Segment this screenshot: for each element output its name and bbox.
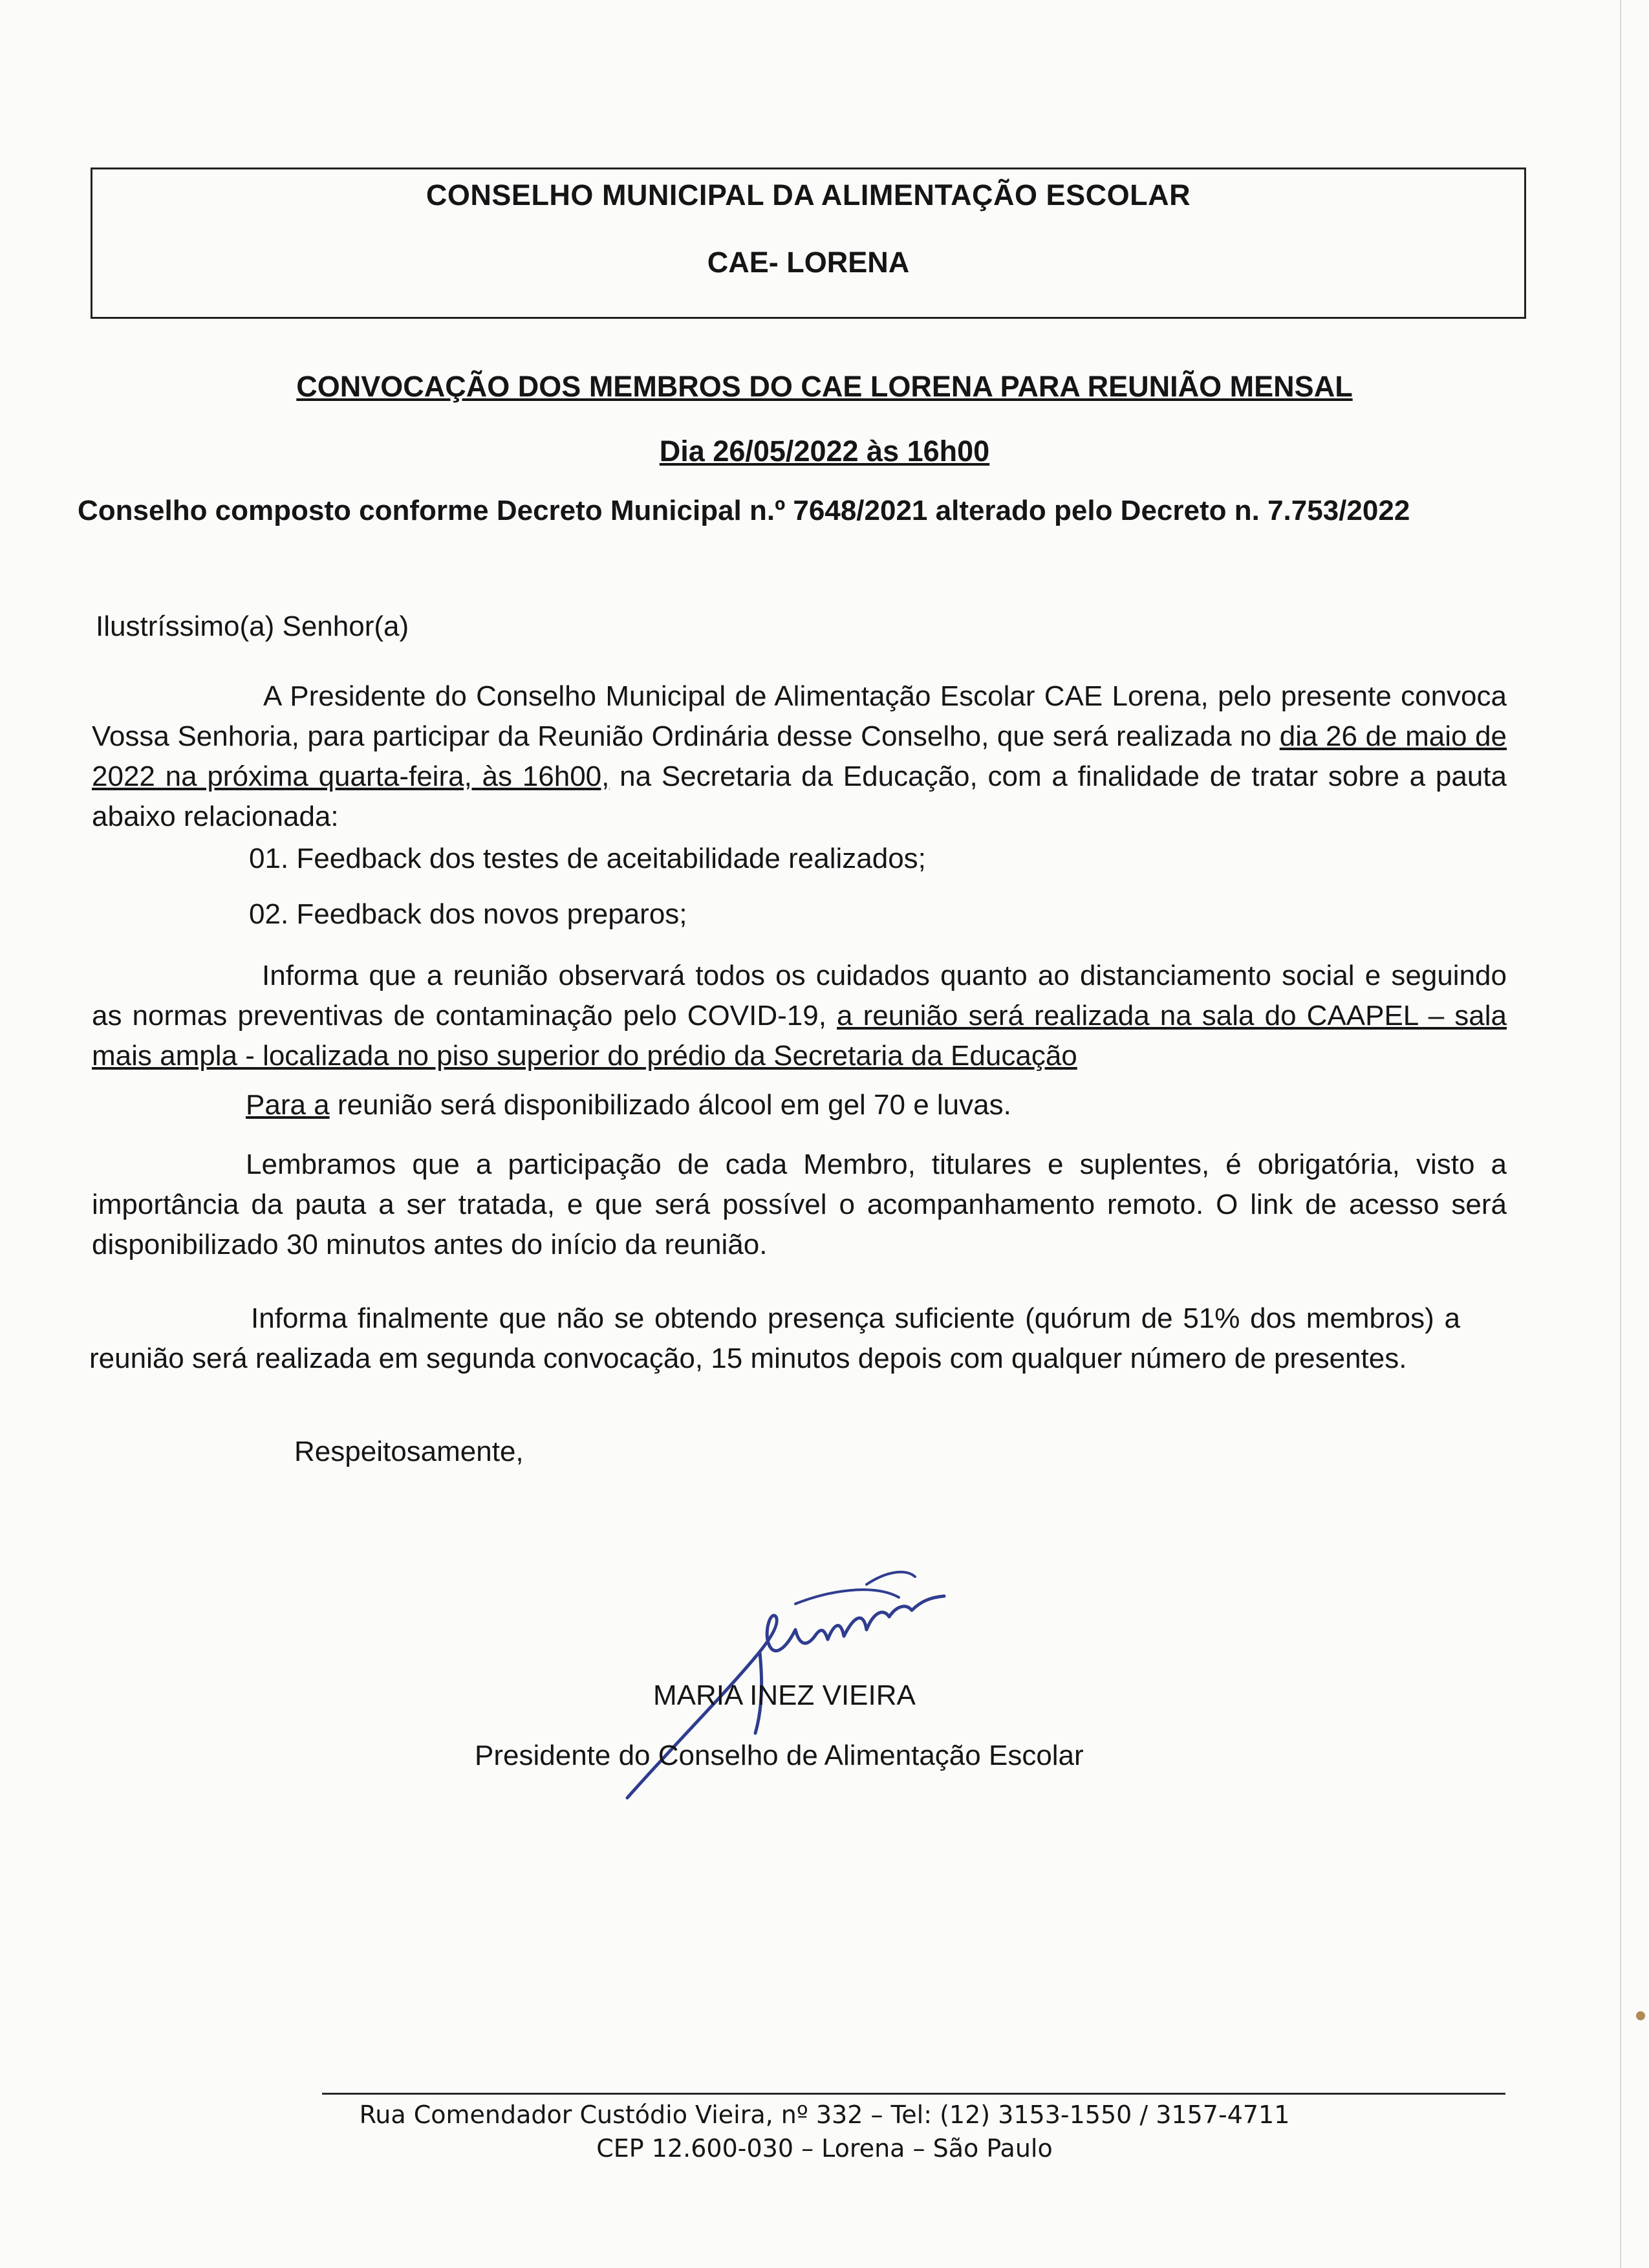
paragraph-convocation — [92, 676, 1507, 837]
agenda-item-1: 01. Feedback dos testes de aceitabilidade realizados; — [249, 843, 926, 874]
header-council-acronym: CAE- LORENA — [707, 246, 910, 279]
meeting-location-underlined: a reunião será realizada na sala do CAAPEL – sala mais ampla - localizada no piso superior do prédio da Secretaria da Educação — [92, 1000, 1507, 1072]
paragraph-quorum: Informa finalmente que não se obtendo presença suficiente (quórum de 51% dos membros) a reunião será realizada em segunda convocação, 15 minutos depois com qualquer número de presentes. — [89, 1302, 1460, 1374]
signatory-role: Presidente do Conselho de Alimentação Escolar — [475, 1740, 1084, 1771]
paragraph-convocation-text-1: A Presidente do Conselho Municipal de Alimentação Escolar CAE Lorena, pelo presente convoca Vossa Senhoria, para participar da Reunião Ordinária desse Conselho, que será realizada no — [92, 680, 1507, 752]
paragraph-convocation-text-2: na Secretaria da Educação, com a finalidade de tratar sobre a pauta abaixo relacionada: — [92, 761, 1507, 832]
paragraph-attendance: Lembramos que a participação de cada Membro, titulares e suplentes, é obrigatória, visto a importância da pauta a ser tratada, e que será possível o acompanhamento remoto. O link de acesso será disponibilizado 30 minutos antes do início da reunião. — [92, 1149, 1507, 1260]
paper-spot — [1636, 2011, 1645, 2020]
signatory-name: MARIA INEZ VIEIRA — [653, 1679, 916, 1711]
paragraph-supplies — [246, 1085, 1011, 1125]
agenda-item-2: 02. Feedback dos novos preparos; — [249, 898, 687, 930]
footer-postal-code: CEP 12.600-030 – Lorena – São Paulo — [596, 2134, 1053, 2163]
document-title: CONVOCAÇÃO DOS MEMBROS DO CAE LORENA PARA REUNIÃO MENSAL — [296, 370, 1353, 403]
paragraph-safety — [92, 956, 1507, 1076]
page-edge — [1620, 0, 1621, 2268]
closing: Respeitosamente, — [294, 1436, 524, 1467]
supplies-underlined: Para a — [246, 1089, 330, 1121]
supplies-text: reunião será disponibilizado álcool em gel 70 e luvas. — [329, 1089, 1011, 1121]
meeting-date: Dia 26/05/2022 às 16h00 — [659, 435, 990, 468]
salutation: Ilustríssimo(a) Senhor(a) — [96, 610, 409, 642]
footer-divider — [322, 2093, 1505, 2095]
header-box — [91, 167, 1526, 319]
decree-line: Conselho composto conforme Decreto Municipal n.º 7648/2021 alterado pelo Decreto n. 7.753/2022 — [78, 495, 1410, 526]
footer-address: Rua Comendador Custódio Vieira, nº 332 – Tel: (12) 3153-1550 / 3157-4711 — [359, 2101, 1290, 2129]
paragraph-safety-text: Informa que a reunião observará todos os cuidados quanto ao distanciamento social e seguindo as normas preventivas de contaminação pelo COVID-19, — [92, 960, 1507, 1031]
header-council-name: CONSELHO MUNICIPAL DA ALIMENTAÇÃO ESCOLAR — [426, 178, 1191, 211]
meeting-date-underlined: dia 26 de maio de 2022 na próxima quarta-feira, às 16h00, — [92, 720, 1507, 792]
